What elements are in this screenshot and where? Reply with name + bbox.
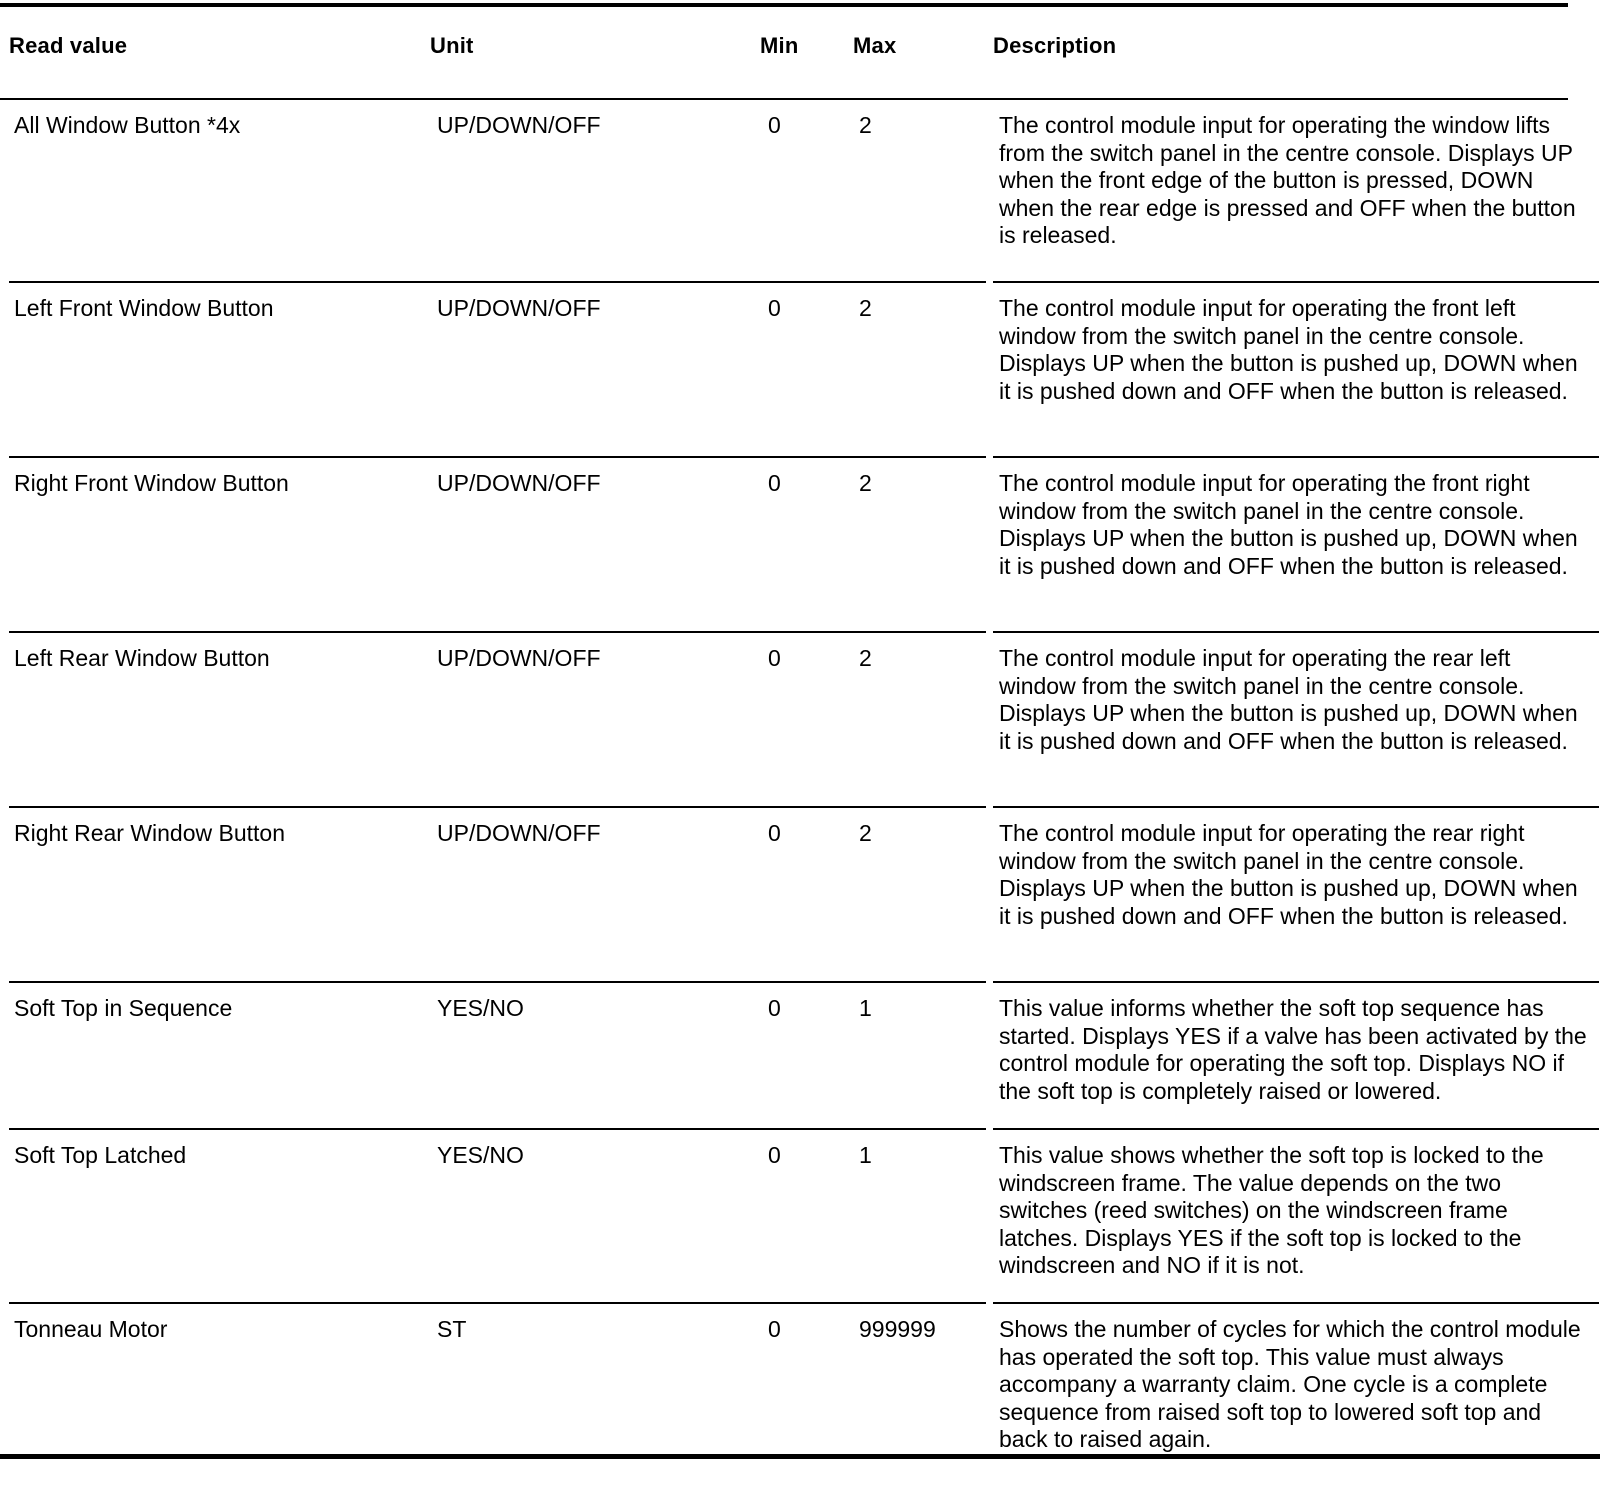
row-rule-description xyxy=(993,281,1599,283)
header-description: Description xyxy=(993,33,1117,58)
cell-description: This value informs whether the soft top sequence has started. Displays YES if a valve has been activated by the control module for operating the soft top. Displays NO if the soft top is completely raised or lowered. xyxy=(999,995,1587,1104)
header-read-value: Read value xyxy=(9,33,128,58)
header-max: Max xyxy=(853,33,897,58)
cell-min: 0 xyxy=(768,470,781,496)
cell-read-value: Right Rear Window Button xyxy=(14,820,286,846)
cell-read-value: All Window Button *4x xyxy=(14,112,241,138)
top-rule xyxy=(0,3,1568,7)
cell-read-value: Soft Top in Sequence xyxy=(14,995,233,1021)
row-rule-description xyxy=(993,456,1599,458)
header-unit: Unit xyxy=(430,33,474,58)
row-rule-description xyxy=(993,631,1599,633)
row-rule xyxy=(9,981,986,983)
header-min: Min xyxy=(760,33,799,58)
cell-max: 1 xyxy=(859,1142,872,1168)
cell-unit: UP/DOWN/OFF xyxy=(437,295,601,321)
cell-description: Shows the number of cycles for which the control module has operated the soft top. This value must always accompany a warranty claim. One cycle is a complete sequence from raised soft top to lowered soft top and back to raised again. xyxy=(999,1316,1581,1453)
row-rule xyxy=(9,806,986,808)
cell-description: The control module input for operating the front left window from the switch panel in the centre console. Displays UP when the button is pushed up, DOWN when it is pushed down and OFF when the button is released. xyxy=(999,295,1578,404)
cell-max: 1 xyxy=(859,995,872,1021)
row-rule xyxy=(9,1128,986,1130)
row-rule xyxy=(9,456,986,458)
cell-description: The control module input for operating the rear left window from the switch panel in the centre console. Displays UP when the button is pushed up, DOWN when it is pushed down and OFF when the button is released. xyxy=(999,645,1578,754)
bottom-rule xyxy=(0,1454,1600,1459)
cell-min: 0 xyxy=(768,1316,781,1342)
cell-unit: UP/DOWN/OFF xyxy=(437,820,601,846)
cell-min: 0 xyxy=(768,112,781,138)
cell-read-value: Soft Top Latched xyxy=(14,1142,187,1168)
cell-description: This value shows whether the soft top is locked to the windscreen frame. The value depends on the two switches (reed switches) on the windscreen frame latches. Displays YES if the soft top is locked to the windscreen and NO if it is not. xyxy=(999,1142,1544,1279)
header-rule xyxy=(0,98,1568,100)
row-rule xyxy=(9,281,986,283)
cell-max: 2 xyxy=(859,820,872,846)
cell-unit: YES/NO xyxy=(437,995,524,1021)
cell-read-value: Right Front Window Button xyxy=(14,470,289,496)
row-rule-description xyxy=(993,1302,1599,1304)
cell-min: 0 xyxy=(768,995,781,1021)
cell-unit: YES/NO xyxy=(437,1142,524,1168)
cell-min: 0 xyxy=(768,645,781,671)
cell-max: 2 xyxy=(859,112,872,138)
cell-description: The control module input for operating the window lifts from the switch panel in the centre console. Displays UP when the front edge of the button is pressed, DOWN when the rear edge is pressed and OFF when the button is released. xyxy=(999,112,1576,249)
cell-description: The control module input for operating the front right window from the switch panel in the centre console. Displays UP when the button is pushed up, DOWN when it is pushed down and OFF when the button is released. xyxy=(999,470,1578,579)
row-rule xyxy=(9,631,986,633)
cell-max: 2 xyxy=(859,470,872,496)
cell-unit: UP/DOWN/OFF xyxy=(437,470,601,496)
cell-max: 2 xyxy=(859,645,872,671)
cell-read-value: Left Rear Window Button xyxy=(14,645,270,671)
cell-min: 0 xyxy=(768,820,781,846)
cell-min: 0 xyxy=(768,295,781,321)
cell-unit: UP/DOWN/OFF xyxy=(437,112,601,138)
cell-description: The control module input for operating the rear right window from the switch panel in the centre console. Displays UP when the button is pushed up, DOWN when it is pushed down and OFF when the button is released. xyxy=(999,820,1578,929)
cell-unit: UP/DOWN/OFF xyxy=(437,645,601,671)
row-rule xyxy=(9,1302,986,1304)
cell-unit: ST xyxy=(437,1316,467,1342)
cell-min: 0 xyxy=(768,1142,781,1168)
row-rule-description xyxy=(993,981,1599,983)
row-rule-description xyxy=(993,1128,1599,1130)
cell-read-value: Tonneau Motor xyxy=(14,1316,168,1342)
row-rule-description xyxy=(993,806,1599,808)
cell-max: 2 xyxy=(859,295,872,321)
cell-max: 999999 xyxy=(859,1316,936,1342)
cell-read-value: Left Front Window Button xyxy=(14,295,274,321)
